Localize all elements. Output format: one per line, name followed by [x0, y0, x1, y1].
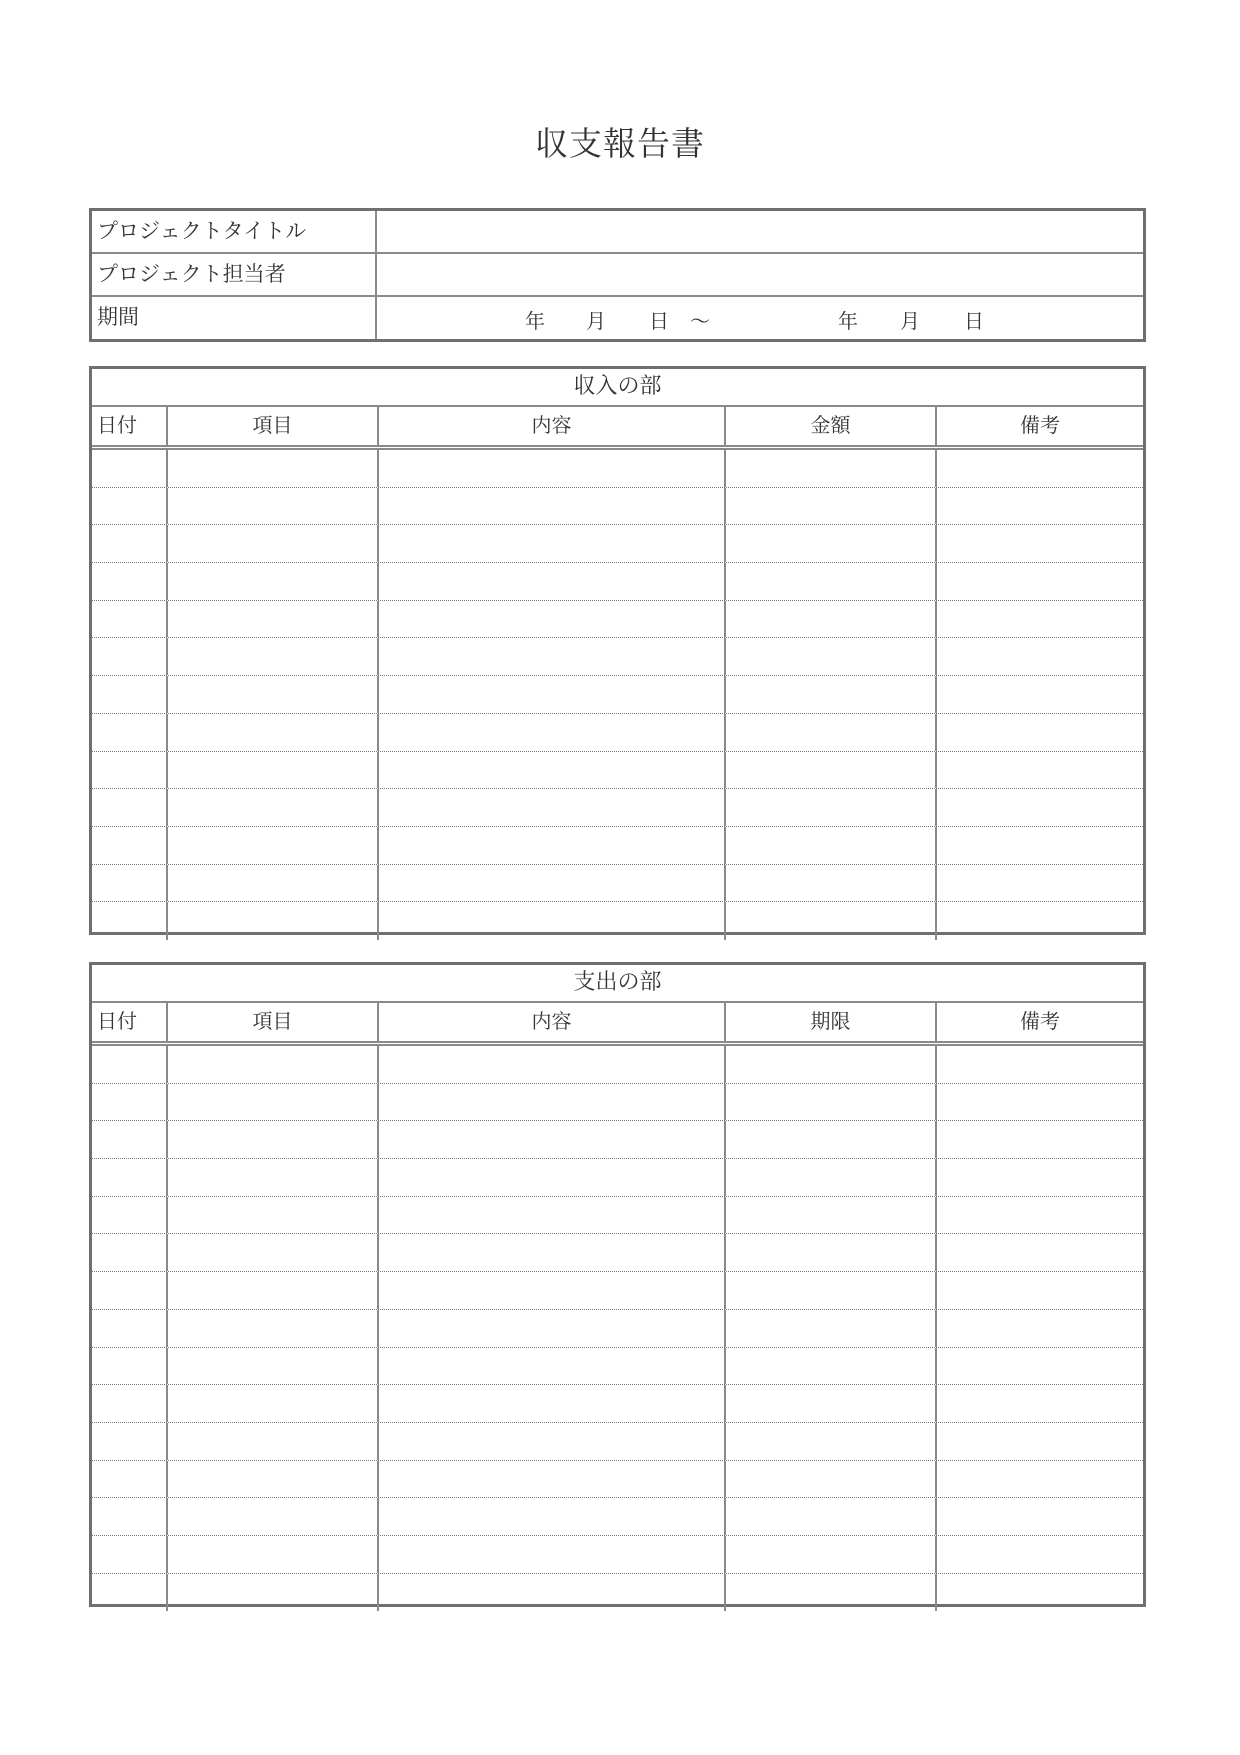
table-cell[interactable]	[726, 865, 937, 902]
table-cell[interactable]	[92, 902, 168, 940]
table-cell[interactable]	[168, 1310, 379, 1347]
table-cell[interactable]	[168, 1084, 379, 1121]
table-cell[interactable]	[168, 827, 379, 864]
table-cell[interactable]	[379, 1498, 726, 1535]
table-cell[interactable]	[937, 1197, 1143, 1234]
period-end-year: 年	[838, 309, 858, 333]
table-cell[interactable]	[92, 1423, 168, 1460]
table-cell[interactable]	[379, 1234, 726, 1271]
table-row	[92, 1423, 1143, 1461]
table-cell[interactable]	[379, 638, 726, 675]
table-cell[interactable]	[379, 488, 726, 525]
table-cell[interactable]	[92, 714, 168, 751]
expense-header-item: 項目	[168, 1003, 379, 1041]
table-row	[92, 1234, 1143, 1272]
table-cell[interactable]	[379, 1348, 726, 1385]
expense-header-row	[92, 1003, 1143, 1046]
table-row	[92, 638, 1143, 676]
expense-header-content: 内容	[379, 1003, 726, 1041]
table-cell[interactable]	[379, 563, 726, 600]
table-cell[interactable]	[937, 1498, 1143, 1535]
table-cell[interactable]	[726, 1423, 937, 1460]
project-title-field[interactable]	[377, 211, 1143, 252]
table-cell[interactable]	[92, 1084, 168, 1121]
expense-table	[89, 962, 1146, 1607]
table-cell[interactable]	[168, 676, 379, 713]
table-cell[interactable]	[379, 1159, 726, 1196]
table-cell[interactable]	[726, 450, 937, 487]
table-cell[interactable]	[379, 1385, 726, 1422]
table-cell[interactable]	[937, 1385, 1143, 1422]
income-table	[89, 366, 1146, 935]
expense-header-deadline: 期限	[726, 1003, 937, 1041]
table-cell[interactable]	[937, 676, 1143, 713]
expense-header-remarks: 備考	[1020, 1009, 1060, 1033]
table-cell[interactable]	[726, 638, 937, 675]
expense-section-title: 支出の部	[92, 965, 1143, 1003]
table-cell[interactable]	[92, 1310, 168, 1347]
table-cell[interactable]	[168, 525, 379, 562]
table-cell[interactable]	[726, 827, 937, 864]
table-cell[interactable]	[726, 601, 937, 638]
table-row	[92, 865, 1143, 903]
table-cell[interactable]	[92, 1348, 168, 1385]
table-cell[interactable]	[168, 1234, 379, 1271]
table-cell[interactable]	[92, 563, 168, 600]
table-row	[92, 827, 1143, 865]
table-row	[92, 1385, 1143, 1423]
table-cell[interactable]	[937, 1159, 1143, 1196]
table-cell[interactable]	[168, 1536, 379, 1573]
table-cell[interactable]	[937, 450, 1143, 487]
table-cell[interactable]	[168, 638, 379, 675]
project-manager-field[interactable]	[377, 254, 1143, 295]
table-cell[interactable]	[92, 488, 168, 525]
table-row	[92, 525, 1143, 563]
table-cell[interactable]	[726, 1121, 937, 1158]
table-row	[92, 488, 1143, 526]
table-cell[interactable]	[726, 563, 937, 600]
table-cell[interactable]	[168, 1046, 379, 1083]
table-row	[92, 1272, 1143, 1310]
table-cell[interactable]	[937, 525, 1143, 562]
table-cell[interactable]	[937, 1084, 1143, 1121]
table-cell[interactable]	[92, 1461, 168, 1498]
table-cell[interactable]	[379, 676, 726, 713]
table-cell[interactable]	[379, 752, 726, 789]
table-cell[interactable]	[92, 1197, 168, 1234]
table-cell[interactable]	[937, 1423, 1143, 1460]
period-end-month: 月	[900, 309, 920, 333]
table-cell[interactable]	[168, 563, 379, 600]
table-cell[interactable]	[168, 714, 379, 751]
table-cell[interactable]	[168, 902, 379, 940]
table-cell[interactable]	[168, 1423, 379, 1460]
table-cell[interactable]	[168, 789, 379, 826]
table-cell[interactable]	[168, 1574, 379, 1612]
table-cell[interactable]	[379, 1121, 726, 1158]
period-tilde: ～	[690, 309, 710, 333]
table-row	[92, 563, 1143, 601]
table-cell[interactable]	[379, 865, 726, 902]
table-cell[interactable]	[379, 1310, 726, 1347]
table-cell[interactable]	[726, 1310, 937, 1347]
table-cell[interactable]	[937, 1121, 1143, 1158]
table-cell[interactable]	[726, 1536, 937, 1573]
table-cell[interactable]	[726, 1084, 937, 1121]
table-cell[interactable]	[726, 1046, 937, 1083]
table-row	[92, 752, 1143, 790]
table-cell[interactable]	[168, 488, 379, 525]
table-cell[interactable]	[92, 1385, 168, 1422]
table-cell[interactable]	[168, 752, 379, 789]
table-cell[interactable]	[92, 1159, 168, 1196]
table-cell[interactable]	[92, 1574, 168, 1612]
table-cell[interactable]	[168, 1272, 379, 1309]
table-cell[interactable]	[726, 714, 937, 751]
table-cell[interactable]	[726, 1385, 937, 1422]
table-cell[interactable]	[937, 902, 1143, 940]
table-cell[interactable]	[92, 676, 168, 713]
table-cell[interactable]	[937, 1461, 1143, 1498]
table-cell[interactable]	[168, 1159, 379, 1196]
income-header-content: 内容	[379, 407, 726, 445]
expense-rows	[92, 1046, 1143, 1611]
table-cell[interactable]	[92, 450, 168, 487]
table-row	[92, 1084, 1143, 1122]
table-cell[interactable]	[379, 601, 726, 638]
table-row	[92, 902, 1143, 940]
table-cell[interactable]	[379, 1536, 726, 1573]
table-cell[interactable]	[937, 827, 1143, 864]
table-cell[interactable]	[379, 789, 726, 826]
table-row	[92, 1197, 1143, 1235]
table-cell[interactable]	[937, 1272, 1143, 1309]
table-cell[interactable]	[726, 752, 937, 789]
table-cell[interactable]	[726, 1159, 937, 1196]
table-row	[92, 601, 1143, 639]
table-cell[interactable]	[168, 865, 379, 902]
project-manager-label: プロジェクト担当者	[92, 254, 377, 295]
period-field[interactable]	[377, 297, 1143, 339]
period-end-day: 日	[964, 309, 984, 333]
table-cell[interactable]	[92, 865, 168, 902]
table-cell[interactable]	[726, 1574, 937, 1612]
table-cell[interactable]	[168, 1498, 379, 1535]
table-row	[92, 450, 1143, 488]
table-cell[interactable]	[92, 789, 168, 826]
table-row	[92, 1121, 1143, 1159]
table-cell[interactable]	[168, 1385, 379, 1422]
table-cell[interactable]	[726, 1234, 937, 1271]
table-cell[interactable]	[937, 1046, 1143, 1083]
table-cell[interactable]	[726, 1348, 937, 1385]
income-rows	[92, 450, 1143, 940]
table-cell[interactable]	[937, 601, 1143, 638]
table-row	[92, 1348, 1143, 1386]
table-cell[interactable]	[937, 1234, 1143, 1271]
table-cell[interactable]	[379, 1046, 726, 1083]
table-row	[92, 1159, 1143, 1197]
table-cell[interactable]	[379, 1272, 726, 1309]
table-row	[92, 714, 1143, 752]
table-row	[92, 1536, 1143, 1574]
table-cell[interactable]	[726, 1197, 937, 1234]
table-cell[interactable]	[168, 450, 379, 487]
table-cell[interactable]	[726, 488, 937, 525]
table-cell[interactable]	[92, 1272, 168, 1309]
table-cell[interactable]	[937, 638, 1143, 675]
table-cell[interactable]	[937, 1536, 1143, 1573]
table-cell[interactable]	[168, 601, 379, 638]
period-start-day: 日	[649, 309, 669, 333]
table-cell[interactable]	[379, 1084, 726, 1121]
project-manager-row	[92, 254, 1143, 297]
table-cell[interactable]	[168, 1197, 379, 1234]
table-cell[interactable]	[726, 1498, 937, 1535]
table-row	[92, 1046, 1143, 1084]
table-cell[interactable]	[379, 1574, 726, 1612]
table-cell[interactable]	[937, 752, 1143, 789]
income-section-title: 収入の部	[92, 369, 1143, 407]
table-cell[interactable]	[726, 1272, 937, 1309]
table-row	[92, 1310, 1143, 1348]
table-cell[interactable]	[168, 1461, 379, 1498]
expense-header-date: 日付	[92, 1003, 168, 1041]
period-row	[92, 297, 1143, 339]
period-start-year: 年	[525, 309, 545, 333]
income-header-date: 日付	[92, 407, 168, 445]
table-cell[interactable]	[937, 488, 1143, 525]
income-header-item: 項目	[168, 407, 379, 445]
table-cell[interactable]	[92, 1046, 168, 1083]
project-info-table	[89, 208, 1146, 342]
table-row	[92, 1461, 1143, 1499]
table-cell[interactable]	[168, 1348, 379, 1385]
table-cell[interactable]	[726, 902, 937, 940]
table-cell[interactable]	[937, 789, 1143, 826]
table-cell[interactable]	[379, 1423, 726, 1460]
table-row	[92, 1498, 1143, 1536]
period-start-month: 月	[586, 309, 606, 333]
table-cell[interactable]	[726, 1461, 937, 1498]
table-cell[interactable]	[937, 714, 1143, 751]
project-title-row	[92, 211, 1143, 254]
table-cell[interactable]	[379, 827, 726, 864]
table-cell[interactable]	[726, 676, 937, 713]
table-cell[interactable]	[937, 1574, 1143, 1612]
table-cell[interactable]	[379, 1461, 726, 1498]
table-cell[interactable]	[92, 525, 168, 562]
table-cell[interactable]	[92, 1498, 168, 1535]
table-cell[interactable]	[937, 865, 1143, 902]
table-cell[interactable]	[92, 827, 168, 864]
table-cell[interactable]	[937, 1310, 1143, 1347]
project-title-label: プロジェクトタイトル	[92, 211, 377, 252]
table-cell[interactable]	[937, 1348, 1143, 1385]
table-row	[92, 676, 1143, 714]
table-cell[interactable]	[726, 525, 937, 562]
table-cell[interactable]	[92, 1234, 168, 1271]
table-row	[92, 789, 1143, 827]
table-cell[interactable]	[168, 1121, 379, 1158]
income-header-row	[92, 407, 1143, 450]
table-cell[interactable]	[726, 789, 937, 826]
table-cell[interactable]	[379, 902, 726, 940]
table-cell[interactable]	[92, 1121, 168, 1158]
table-cell[interactable]	[379, 450, 726, 487]
table-cell[interactable]	[92, 1536, 168, 1573]
table-cell[interactable]	[379, 525, 726, 562]
table-row	[92, 1574, 1143, 1612]
document-title: 収支報告書	[535, 124, 705, 163]
table-cell[interactable]	[937, 563, 1143, 600]
table-cell[interactable]	[92, 752, 168, 789]
income-header-amount: 金額	[726, 407, 937, 445]
period-label: 期間	[92, 297, 377, 339]
table-cell[interactable]	[379, 714, 726, 751]
table-cell[interactable]	[379, 1197, 726, 1234]
table-cell[interactable]	[92, 638, 168, 675]
table-cell[interactable]	[92, 601, 168, 638]
income-header-remarks: 備考	[1020, 413, 1060, 437]
